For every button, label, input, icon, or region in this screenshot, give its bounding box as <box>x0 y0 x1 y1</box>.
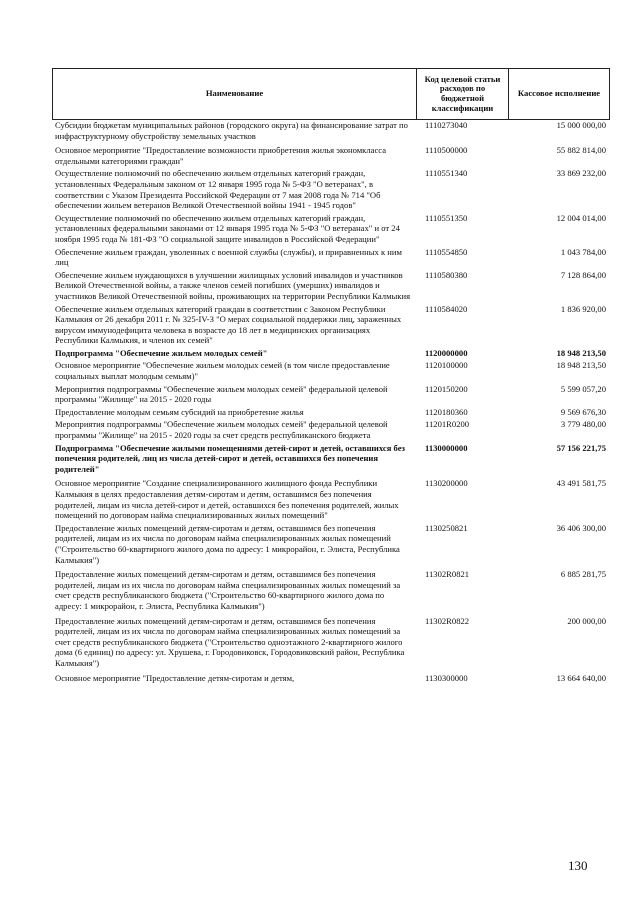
row-amount: 200 000,00 <box>567 615 606 626</box>
row-code: 1110580380 <box>425 269 468 280</box>
row-name: Обеспечение жильем граждан, уволенных с военной службы (службы), и приравненных к ним лиц <box>55 246 402 268</box>
row-code: 1110500000 <box>425 145 468 156</box>
row-amount: 55 882 814,00 <box>556 145 606 156</box>
row-code: 1130200000 <box>425 478 468 489</box>
row-amount: 1 043 784,00 <box>560 246 606 257</box>
row-code: 1130300000 <box>425 672 468 683</box>
row-name: Подпрограмма "Обеспечение жильем молодых семей" <box>55 347 268 358</box>
row-name: Предоставление жилых помещений детям-сиротам и детям, оставшимся без попечения родителей, лицам из их числа по договорам найма специализированных жилых помещений за счет средств республиканского бюджета ("Строительство одноэтажного 2-квартирного жилого дома (6 единиц) по адресу: ул. Хрушева, г. Городовиковск, Городовиковский район, Республика Калмыкия") <box>55 615 405 668</box>
table-row <box>52 419 610 440</box>
row-name: Осуществление полномочий по обеспечению жильем отдельных категорий граждан, установленных Федеральным законом от 12 января 1995 года № 5-ФЗ "О ветеранах", в соответствии с Указом Президента Российской Федерации от 7 мая 2008 года № 714 "Об обеспечении жильем ветеранов Великой Отечественной войны 1941 - 1945 годов" <box>55 168 381 211</box>
row-name: Подпрограмма "Обеспечение жилыми помещениями детей-сирот и детей, оставшихся без попечения родителей, лиц из числа детей-сирот и детей, оставшихся без попечения родителей" <box>55 442 405 474</box>
row-name: Осуществление полномочий по обеспечению жильем отдельных категорий граждан, установленных федеральными законами от 12 января 1995 года № 5-ФЗ "О ветеранах" и от 24 ноября 1995 года № 181-ФЗ "О социальной защите инвалидов в Российской Федерации" <box>55 212 400 244</box>
row-name: Основное мероприятие "Предоставление детям-сиротам и детям, <box>55 672 295 683</box>
row-amount: 9 569 676,30 <box>560 406 606 417</box>
row-code: 1130250821 <box>425 522 468 533</box>
row-amount: 12 004 014,00 <box>556 212 606 223</box>
table-row <box>52 478 610 520</box>
row-amount: 18 948 213,50 <box>556 360 606 371</box>
row-code: 1120000000 <box>425 347 468 358</box>
row-code: 1110273040 <box>425 120 468 130</box>
row-name: Основное мероприятие "Создание специализированного жилищного фонда Республики Калмыкия в целях предоставления детям-сиротам и детям, оставшимся без попечения родителей, лицам из числа детей-сирот и детей, оставшихся без попечения родителей, жилых помещений по договорам найма специализированных жилых помещений" <box>55 478 399 521</box>
row-amount: 7 128 864,00 <box>560 269 606 280</box>
row-amount: 43 491 581,75 <box>556 478 606 489</box>
row-name: Предоставление жилых помещений детям-сиротам и детям, оставшимся без попечения родителей, лицам из их числа по договорам найма специализированных жилых помещений за счет средств республиканского бюджета ("Строительство 60-квартирного жилого дома по адресу: 1 микрорайон, г. Элиста, Республика Калмыкия") <box>55 569 401 611</box>
row-code: 1110551350 <box>425 212 468 223</box>
page-number: 130 <box>568 858 588 873</box>
table-row <box>52 168 610 210</box>
row-amount: 13 664 640,00 <box>556 672 606 683</box>
table-row <box>52 569 610 611</box>
table-row <box>52 443 610 475</box>
row-name: Основное мероприятие "Предоставление возможности приобретения жилья экономкласса отдельными категориями граждан" <box>55 145 387 166</box>
header-amount: Кассовое исполнение <box>509 69 610 119</box>
table-row <box>52 616 610 669</box>
row-code: 1110554850 <box>425 246 468 257</box>
row-code: 1130000000 <box>425 442 468 453</box>
row-name: Мероприятия подпрограммы "Обеспечение жильем молодых семей" федеральной целевой программы "Жилище" на 2015 - 2020 годы за счет средств республиканского бюджета <box>55 419 388 441</box>
row-code: 11201R0200 <box>425 419 470 430</box>
table-row <box>52 145 610 166</box>
table-row <box>52 673 610 684</box>
table-row <box>52 247 610 268</box>
row-name: Мероприятия подпрограммы "Обеспечение жильем молодых семей" федеральной целевой программы "Жилище" на 2015 - 2020 годы <box>55 383 388 405</box>
table-header <box>52 69 610 120</box>
row-code: 1110584020 <box>425 303 468 314</box>
row-code: 11302R0822 <box>425 615 470 626</box>
row-amount: 1 836 920,00 <box>560 303 606 314</box>
table-row <box>52 120 610 141</box>
row-name: Субсидии бюджетам муниципальных районов (городского округа) на финансирование затрат по инфраструктурному обустройству земельных участков <box>55 120 408 141</box>
row-amount: 33 869 232,00 <box>556 168 606 179</box>
table-row <box>52 384 610 405</box>
row-amount: 6 885 281,75 <box>560 569 606 580</box>
table-body <box>52 120 610 683</box>
row-name: Обеспечение жильем нуждающихся в улучшении жилищных условий инвалидов и участников Великой Отечественной войны, а также членов семей погибших (умерших) инвалидов и участников Великой Отечественной войны, проживающих на территории Республики Калмыкия <box>55 269 411 301</box>
row-amount: 57 156 221,75 <box>556 442 606 453</box>
row-amount: 5 599 057,20 <box>560 383 606 394</box>
row-name: Предоставление молодым семьям субсидий на приобретение жилья <box>55 406 304 417</box>
table-row <box>52 348 610 359</box>
row-amount: 36 406 300,00 <box>556 522 606 533</box>
row-amount: 18 948 213,50 <box>556 347 606 358</box>
table-row <box>52 360 610 381</box>
row-code: 11302R0821 <box>425 569 470 580</box>
row-code: 1120100000 <box>425 360 468 371</box>
row-code: 1110551340 <box>425 168 468 179</box>
row-code: 1120150200 <box>425 383 468 394</box>
row-amount: 3 779 480,00 <box>560 419 606 430</box>
table-row <box>52 270 610 302</box>
row-code: 1120180360 <box>425 406 468 417</box>
row-name: Основное мероприятие "Обеспечение жильем молодых семей (в том числе предоставление социальных выплат молодым семьям)" <box>55 360 390 382</box>
row-name: Обеспечение жильем отдельных категорий граждан в соответствии с Законом Республики Калмыкия от 26 декабря 2011 г. № 325-IV-З "О мерах социальной поддержки лиц, зараженных вирусом иммунодефицита человека в возрасте до 18 лет в медицинских организациях Республики Калмыкия, и членов их семей" <box>55 303 402 346</box>
expenditure-table <box>52 68 610 683</box>
row-name: Предоставление жилых помещений детям-сиротам и детям, оставшимся без попечения родителей, лицам из их числа по договорам найма специализированных жилых помещений ("Строительство 60-квартирного жилого дома по адресу: 1 микрорайон, г. Элиста, Республика Калмыкия") <box>55 522 400 565</box>
header-code: Код целевой статьи расходов по бюджетной классификации <box>417 69 509 119</box>
row-amount: 15 000 000,00 <box>556 120 606 130</box>
table-row <box>52 523 610 565</box>
table-row <box>52 213 610 245</box>
table-row <box>52 304 610 346</box>
header-name: Наименование <box>52 69 417 119</box>
table-row <box>52 407 610 418</box>
